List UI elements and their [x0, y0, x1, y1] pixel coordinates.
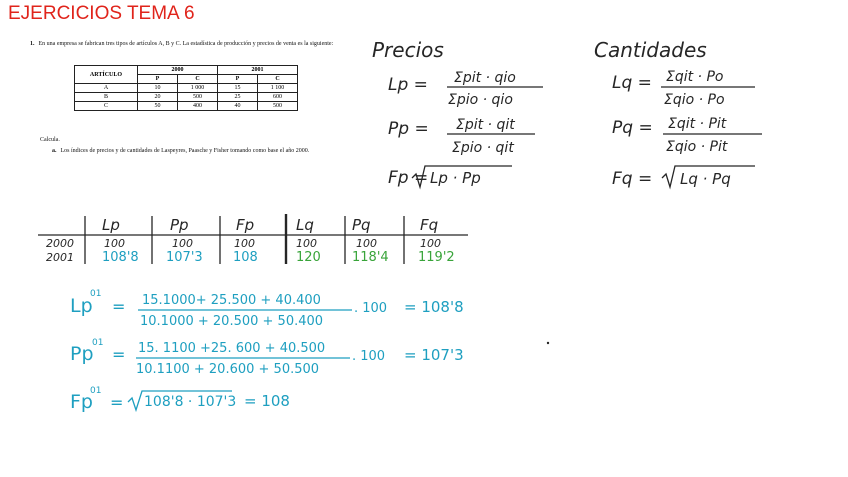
page-title: EJERCICIOS TEMA 6 — [8, 3, 195, 24]
cell: 1 100 — [258, 84, 298, 93]
fp-calc-result: = 108 — [244, 392, 290, 410]
results-cell: 118'4 — [352, 250, 389, 265]
cell: 40 — [218, 102, 258, 111]
pp-calc-numerator: 15. 1100 +25. 600 + 40.500 — [138, 341, 326, 356]
results-cell: 100 — [356, 237, 377, 250]
results-header: Pp — [170, 216, 189, 234]
pp-formula-numerator: Σpit · qit — [456, 117, 515, 133]
fq-formula-label: Fq = — [612, 169, 653, 189]
results-cell: 119'2 — [418, 250, 455, 265]
pq-formula-numerator: Σqit · Pit — [668, 116, 727, 132]
fp-calc-label: Fp — [70, 391, 93, 413]
pp-calc-denominator: 10.1100 + 20.600 + 50.500 — [136, 362, 320, 377]
lq-formula-numerator: Σqit · Po — [666, 69, 724, 85]
col-header: C — [258, 75, 298, 84]
pq-formula-denominator: Σqio · Pit — [666, 139, 728, 155]
results-cell: 100 — [104, 237, 125, 250]
cell: 25 — [218, 93, 258, 102]
results-year: 2000 — [46, 237, 74, 250]
calc-label: Calcula. — [40, 137, 60, 143]
exercise-number: 1. — [30, 41, 35, 47]
item-text: Los índices de precios y de cantidades de Laspeyres, Paasche y Fisher tomando como base el año 2000. — [60, 148, 310, 154]
cell: 10 — [138, 84, 178, 93]
cell: B — [75, 93, 138, 102]
cell: 400 — [178, 102, 218, 111]
fp-calc-superscript: 01 — [90, 386, 102, 396]
year-header: 2000 — [138, 66, 218, 75]
results-cell: 100 — [172, 237, 193, 250]
lp-calc-superscript: 01 — [90, 289, 102, 299]
results-header: Pq — [352, 216, 371, 234]
results-cell: 108 — [233, 250, 258, 265]
pp-calc-multiplier: . 100 — [352, 349, 386, 364]
pp-calc-label: Pp — [70, 343, 94, 365]
table-corner-header: ARTÍCULO — [75, 66, 138, 84]
fp-formula-label: Fp = — [388, 168, 429, 188]
results-cell: 100 — [234, 237, 255, 250]
item-letter: a. — [52, 148, 57, 154]
lp-calc-denominator: 10.1000 + 20.500 + 50.400 — [140, 314, 324, 329]
fp-calc-radicand: 108'8 · 107'3 — [144, 394, 237, 410]
lq-formula-denominator: Σqio · Po — [664, 92, 725, 108]
lp-formula-label: Lp = — [388, 75, 428, 95]
pp-calc-superscript: 01 — [92, 338, 104, 348]
cell: 1 000 — [178, 84, 218, 93]
fq-formula-radicand: Lq · Pq — [680, 170, 731, 188]
results-cell: 108'8 — [102, 250, 139, 265]
lp-calc-equals: = — [112, 297, 126, 316]
col-header: C — [178, 75, 218, 84]
cell: 600 — [258, 93, 298, 102]
results-cell: 120 — [296, 250, 321, 265]
cantidades-heading: Cantidades — [594, 38, 707, 62]
cell: C — [75, 102, 138, 111]
cell: 50 — [138, 102, 178, 111]
exercise-text: En una empresa se fabrican tres tipos de artículos A, B y C. La estadística de producción y precios de venta es la siguiente: — [38, 41, 334, 47]
pq-formula-label: Pq = — [612, 118, 653, 138]
results-header: Fq — [420, 216, 439, 234]
lp-formula-denominator: Σpio · qio — [448, 92, 513, 108]
lp-formula-numerator: Σpit · qio — [454, 70, 516, 86]
cell: 500 — [178, 93, 218, 102]
precios-heading: Precios — [372, 38, 444, 62]
results-cell: 100 — [420, 237, 441, 250]
pp-calc-result: = 107'3 — [404, 346, 464, 364]
results-header: Lp — [102, 216, 120, 234]
results-cell: 100 — [296, 237, 317, 250]
cell: 500 — [258, 102, 298, 111]
fp-calc-equals: = — [110, 393, 124, 412]
col-header: P — [218, 75, 258, 84]
pp-formula-denominator: Σpio · qit — [452, 140, 514, 156]
pp-calc-equals: = — [112, 345, 126, 364]
lp-calc-result: = 108'8 — [404, 298, 464, 316]
lp-calc-label: Lp — [70, 295, 93, 317]
year-header: 2001 — [218, 66, 298, 75]
col-header: P — [138, 75, 178, 84]
results-header: Lq — [296, 216, 314, 234]
cell: 20 — [138, 93, 178, 102]
lp-calc-multiplier: . 100 — [354, 301, 388, 316]
cell: A — [75, 84, 138, 93]
pp-formula-label: Pp = — [388, 119, 429, 139]
results-cell: 107'3 — [166, 250, 203, 265]
results-year: 2001 — [46, 251, 74, 264]
cell: 15 — [218, 84, 258, 93]
lp-calc-numerator: 15.1000+ 25.500 + 40.400 — [142, 293, 321, 308]
fp-formula-radicand: Lp · Pp — [430, 169, 481, 187]
lq-formula-label: Lq = — [612, 73, 652, 93]
results-header: Fp — [236, 216, 255, 234]
